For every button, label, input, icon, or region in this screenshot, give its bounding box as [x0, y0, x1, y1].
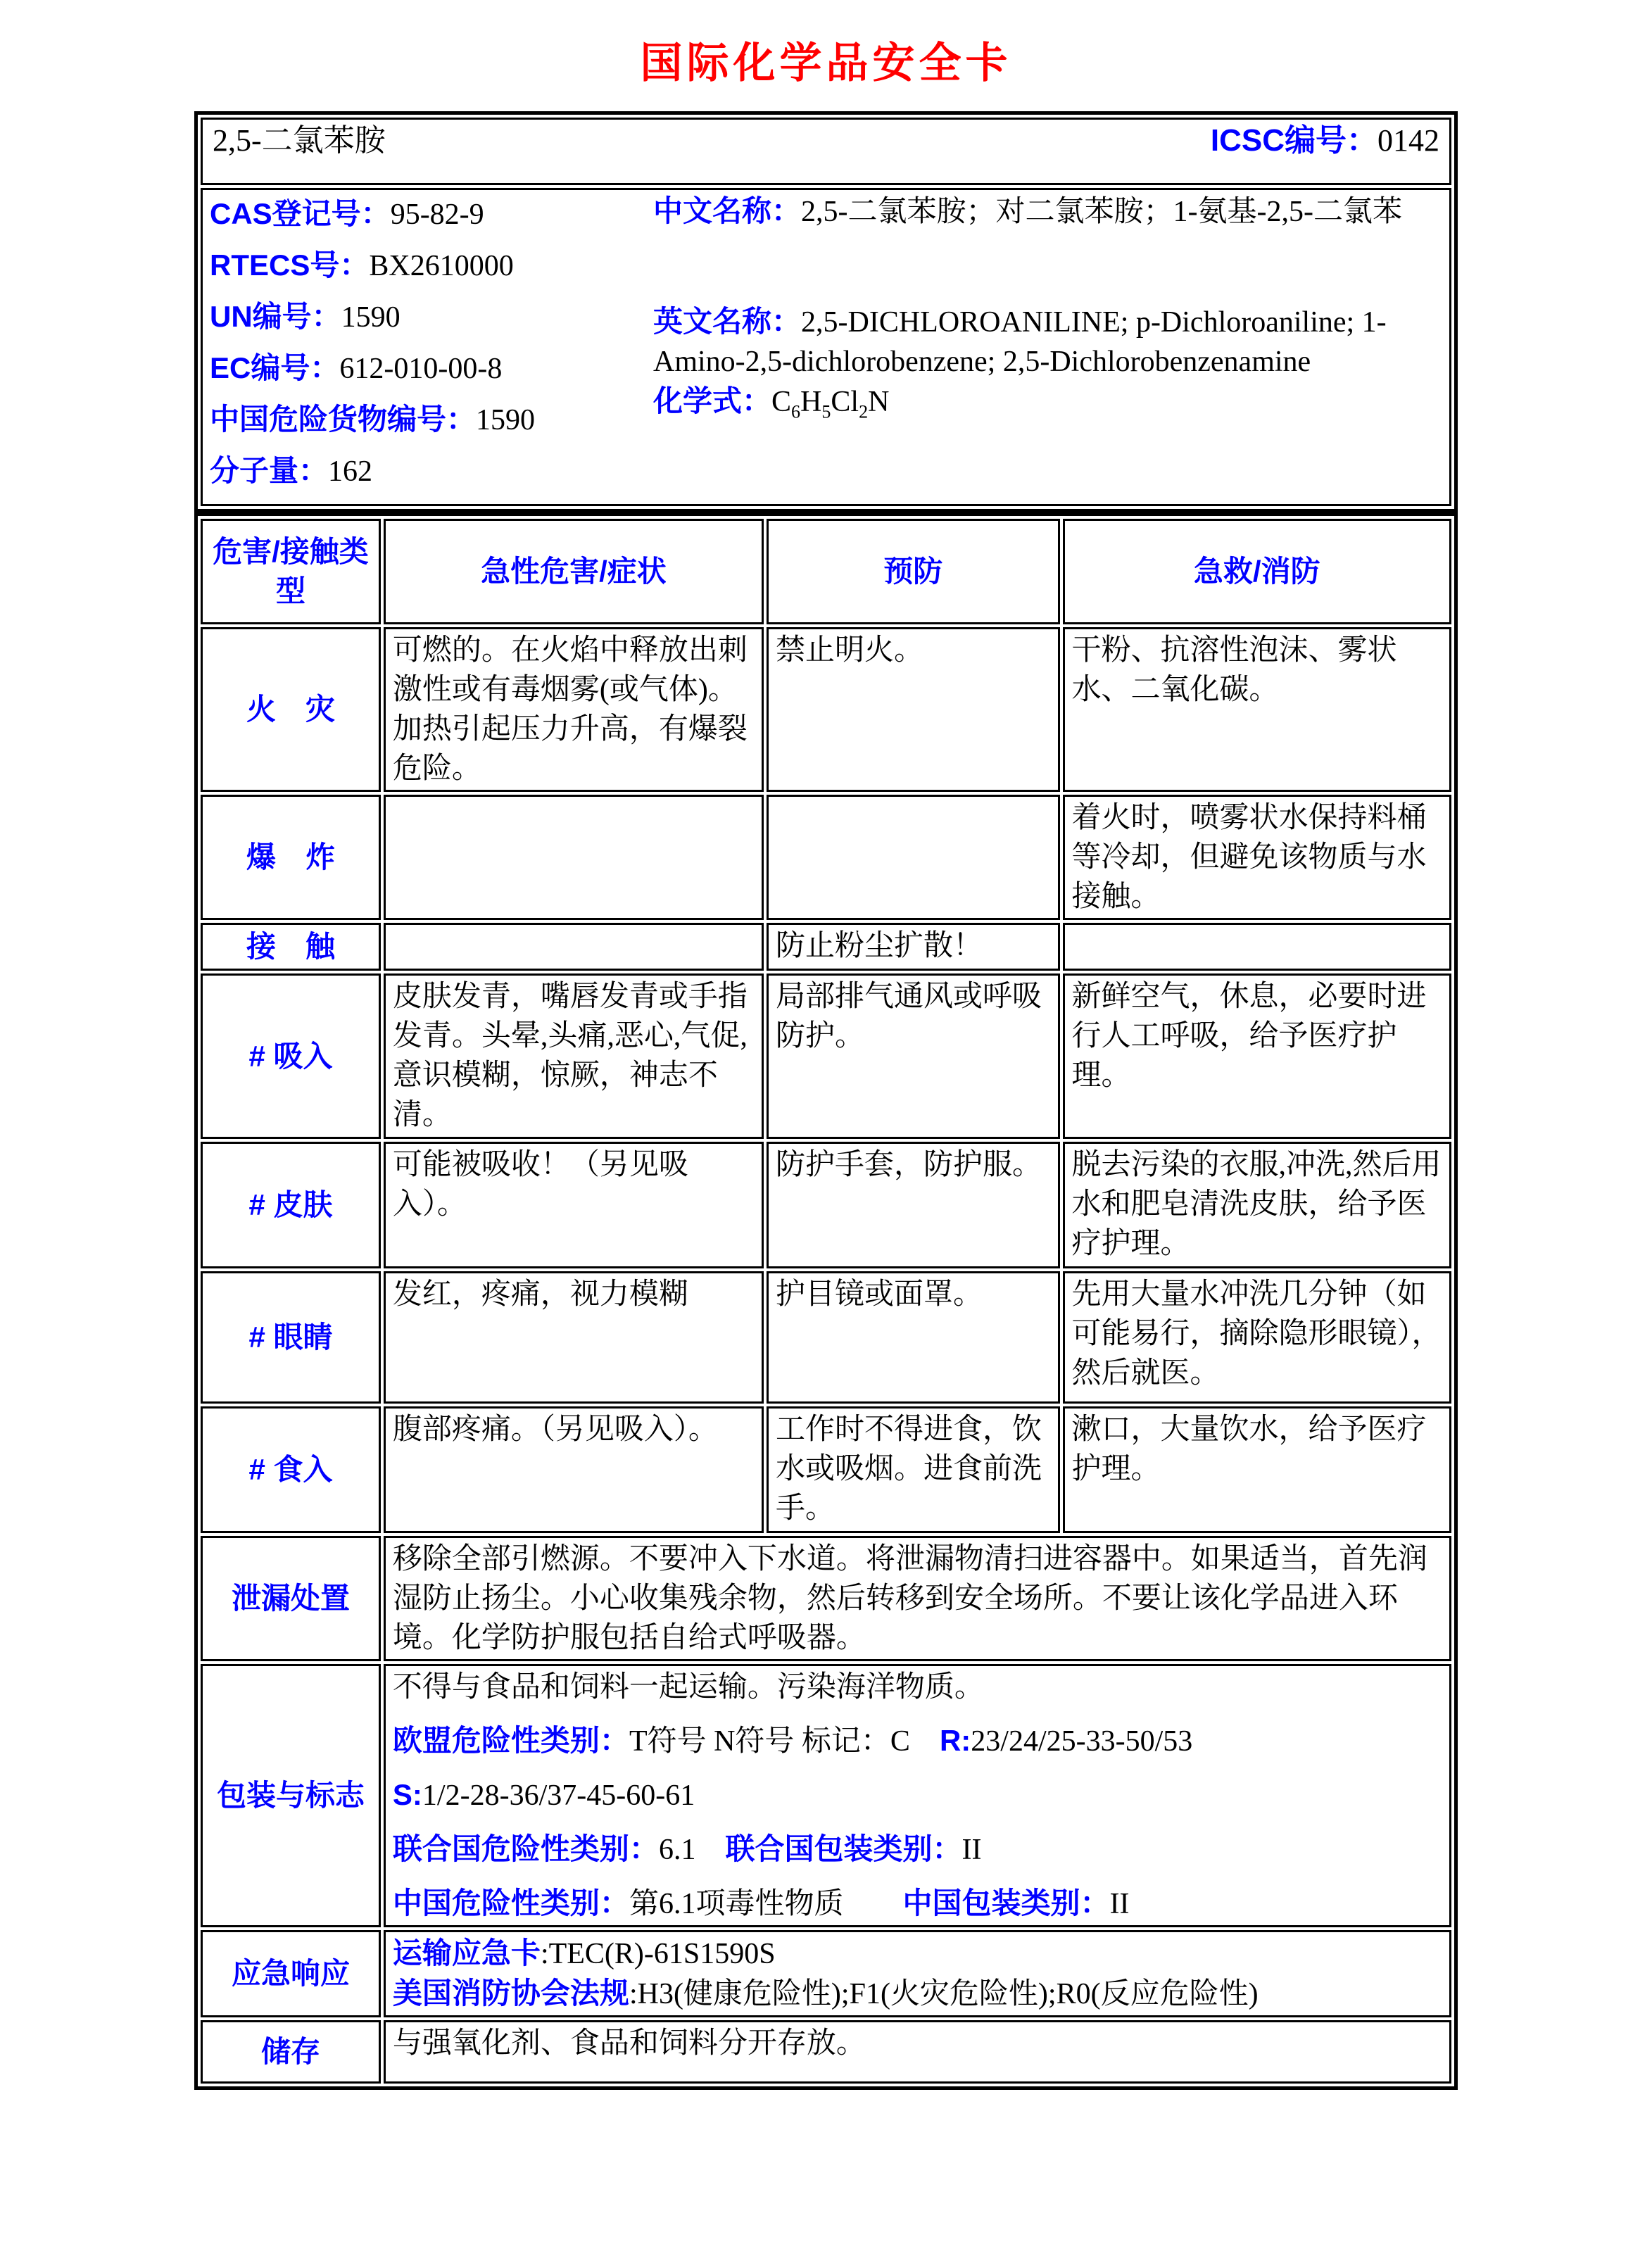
section-row-emergency-response: [201, 1930, 1451, 2017]
identification-row: [201, 188, 1451, 506]
storage-label: 储存: [201, 2020, 381, 2084]
substance-name: 2,5-二氯苯胺: [213, 123, 386, 158]
explosion-response: 着火时，喷雾状水保持料桶等冷却，但避免该物质与水接触。: [1063, 795, 1451, 920]
ingestion-response: 漱口，大量饮水，给予医疗护理。: [1063, 1406, 1451, 1533]
molecular-weight-label: 分子量：: [210, 454, 329, 487]
section-row-packaging-labelling: [201, 1664, 1451, 1927]
hazard-row-explosion: [201, 795, 1451, 920]
skin-symptoms: 可能被吸收！（另见吸入）。: [384, 1142, 764, 1268]
ingestion-row-label: # 食入: [201, 1406, 381, 1533]
english-name-label: 英文名称：: [653, 305, 802, 338]
exposure-response: [1063, 923, 1451, 971]
rtecs-number-label: RTECS号：: [210, 248, 370, 282]
exposure-row-label: 接 触: [201, 923, 381, 971]
skin-row-label: # 皮肤: [201, 1142, 381, 1268]
rtecs-number-value: BX2610000: [369, 250, 514, 282]
ec-number-line: [210, 348, 653, 389]
emergency-response-content: 运输应急卡:TEC(R)-61S1590S 美国消防协会法规:H3(健康危险性);F1(火灾危险性);R0(反应危险性): [384, 1930, 1451, 2017]
exposure-symptoms: [384, 923, 764, 971]
eyes-response: 先用大量水冲洗几分钟（如可能易行，摘除隐形眼镜），然后就医。: [1063, 1271, 1451, 1404]
molecular-weight-line: [210, 451, 653, 491]
packaging-labelling-label: 包装与标志: [201, 1664, 381, 1927]
spillage-disposal-label: 泄漏处置: [201, 1536, 381, 1661]
un-number-label: UN编号：: [210, 300, 341, 333]
substance-names: [653, 191, 1442, 503]
inhalation-row-label: # 吸入: [201, 973, 381, 1139]
cas-number-line: [210, 194, 653, 234]
col-header-hazard-type: 危害/接触类型: [201, 519, 381, 624]
skin-prevention: 防护手套，防护服。: [767, 1142, 1060, 1268]
exposure-prevention: 防止粉尘扩散！: [767, 923, 1060, 971]
cas-number-value: 95-82-9: [390, 198, 484, 231]
china-dangerous-goods-number-line: [210, 400, 653, 440]
ingestion-prevention: 工作时不得进食，饮水或吸烟。进食前洗手。: [767, 1406, 1060, 1533]
ec-number-label: EC编号：: [210, 351, 340, 384]
ec-number-value: 612-010-00-8: [339, 353, 503, 385]
inhalation-prevention: 局部排气通风或呼吸防护。: [767, 973, 1060, 1139]
col-header-prevention: 预防: [767, 519, 1060, 624]
explosion-prevention: [767, 795, 1060, 920]
hazard-table: [194, 512, 1458, 2090]
chinese-name-block: [653, 191, 1438, 232]
hazard-row-fire: [201, 627, 1451, 792]
hazard-header-row: [201, 519, 1451, 624]
hazard-row-exposure: [201, 923, 1451, 971]
identifier-list: [210, 191, 653, 503]
safety-card: [194, 111, 1458, 2090]
explosion-row-label: 爆 炸: [201, 795, 381, 920]
un-number-line: [210, 297, 653, 337]
eyes-prevention: 护目镜或面罩。: [767, 1271, 1060, 1404]
eyes-symptoms: 发红，疼痛，视力模糊: [384, 1271, 764, 1404]
english-name-block: [653, 302, 1438, 382]
fire-prevention: 禁止明火。: [767, 627, 1060, 792]
page-title: 国际化学品安全卡: [640, 40, 1012, 87]
chinese-name-value: 2,5-二氯苯胺；对二氯苯胺；1-氨基-2,5-二氯苯: [801, 196, 1402, 228]
hazard-row-skin: [201, 1142, 1451, 1268]
eyes-row-label: # 眼睛: [201, 1271, 381, 1404]
fire-symptoms: 可燃的。在火焰中释放出刺激性或有毒烟雾(或气体)。加热引起压力升高，有爆裂危险。: [384, 627, 764, 792]
inhalation-symptoms: 皮肤发青，嘴唇发青或手指发青。头晕,头痛,恶心,气促,意识模糊，惊厥，神志不清。: [384, 973, 764, 1139]
header-table: [194, 111, 1458, 512]
skin-response: 脱去污染的衣服,冲洗,然后用水和肥皂清洗皮肤，给予医疗护理。: [1063, 1142, 1451, 1268]
icsc-number-group: [1211, 121, 1439, 160]
explosion-symptoms: [384, 795, 764, 920]
ingestion-symptoms: 腹部疼痛。（另见吸入）。: [384, 1406, 764, 1533]
identification-cell: [201, 188, 1451, 506]
spillage-disposal-content: 移除全部引燃源。不要冲入下水道。将泄漏物清扫进容器中。如果适当，首先润湿防止扬尘。小心收集残余物，然后转移到安全场所。不要让该化学品进入环境。化学防护服包括自给式呼吸器。: [384, 1536, 1451, 1661]
chinese-name-label: 中文名称：: [653, 194, 802, 227]
fire-response: 干粉、抗溶性泡沫、雾状水、二氧化碳。: [1063, 627, 1451, 792]
hazard-row-ingestion: [201, 1406, 1451, 1533]
col-header-acute-hazards: 急性危害/症状: [384, 519, 764, 624]
col-header-first-aid-fire-fighting: 急救/消防: [1063, 519, 1451, 624]
storage-content: 与强氧化剂、食品和饲料分开存放。: [384, 2020, 1451, 2084]
rtecs-number-line: [210, 246, 653, 286]
emergency-response-label: 应急响应: [201, 1930, 381, 2017]
fire-row-label: 火 灾: [201, 627, 381, 792]
section-row-spillage-disposal: [201, 1536, 1451, 1661]
hazard-row-eyes: [201, 1271, 1451, 1404]
icsc-label: ICSC编号：: [1210, 123, 1377, 158]
packaging-labelling-content: 不得与食品和饲料一起运输。污染海洋物质。 欧盟危险性类别：T符号 N符号 标记：C R:23/24/25-33-50/53 S:1/2-28-36/37-45-60-61 联合国危险性类别：6.1 联合国包装类别：II 中国危险性类别：第6.1项毒性物质 中国包装类别：II: [384, 1664, 1451, 1927]
un-number-value: 1590: [341, 301, 401, 334]
molecular-weight-value: 162: [328, 455, 373, 488]
cas-number-label: CAS登记号：: [210, 197, 391, 230]
china-dangerous-goods-number-label: 中国危险货物编号：: [210, 403, 477, 436]
section-row-storage: [201, 2020, 1451, 2084]
inhalation-response: 新鲜空气，休息，必要时进行人工呼吸，给予医疗护理。: [1063, 973, 1451, 1139]
chemical-formula-line: 化学式：$C_6H_5Cl_2N$: [653, 384, 890, 422]
english-name-value: 2,5-DICHLOROANILINE; p-Dichloroaniline; 1-Amino-2,5-dichlorobenzene; 2,5-Dichlorobenzenamine: [653, 306, 1387, 378]
icsc-number: 0142: [1377, 123, 1439, 158]
china-dangerous-goods-number-value: 1590: [476, 404, 536, 436]
substance-header-row: [201, 118, 1451, 185]
substance-header-cell: [201, 118, 1451, 185]
hazard-row-inhalation: [201, 973, 1451, 1139]
